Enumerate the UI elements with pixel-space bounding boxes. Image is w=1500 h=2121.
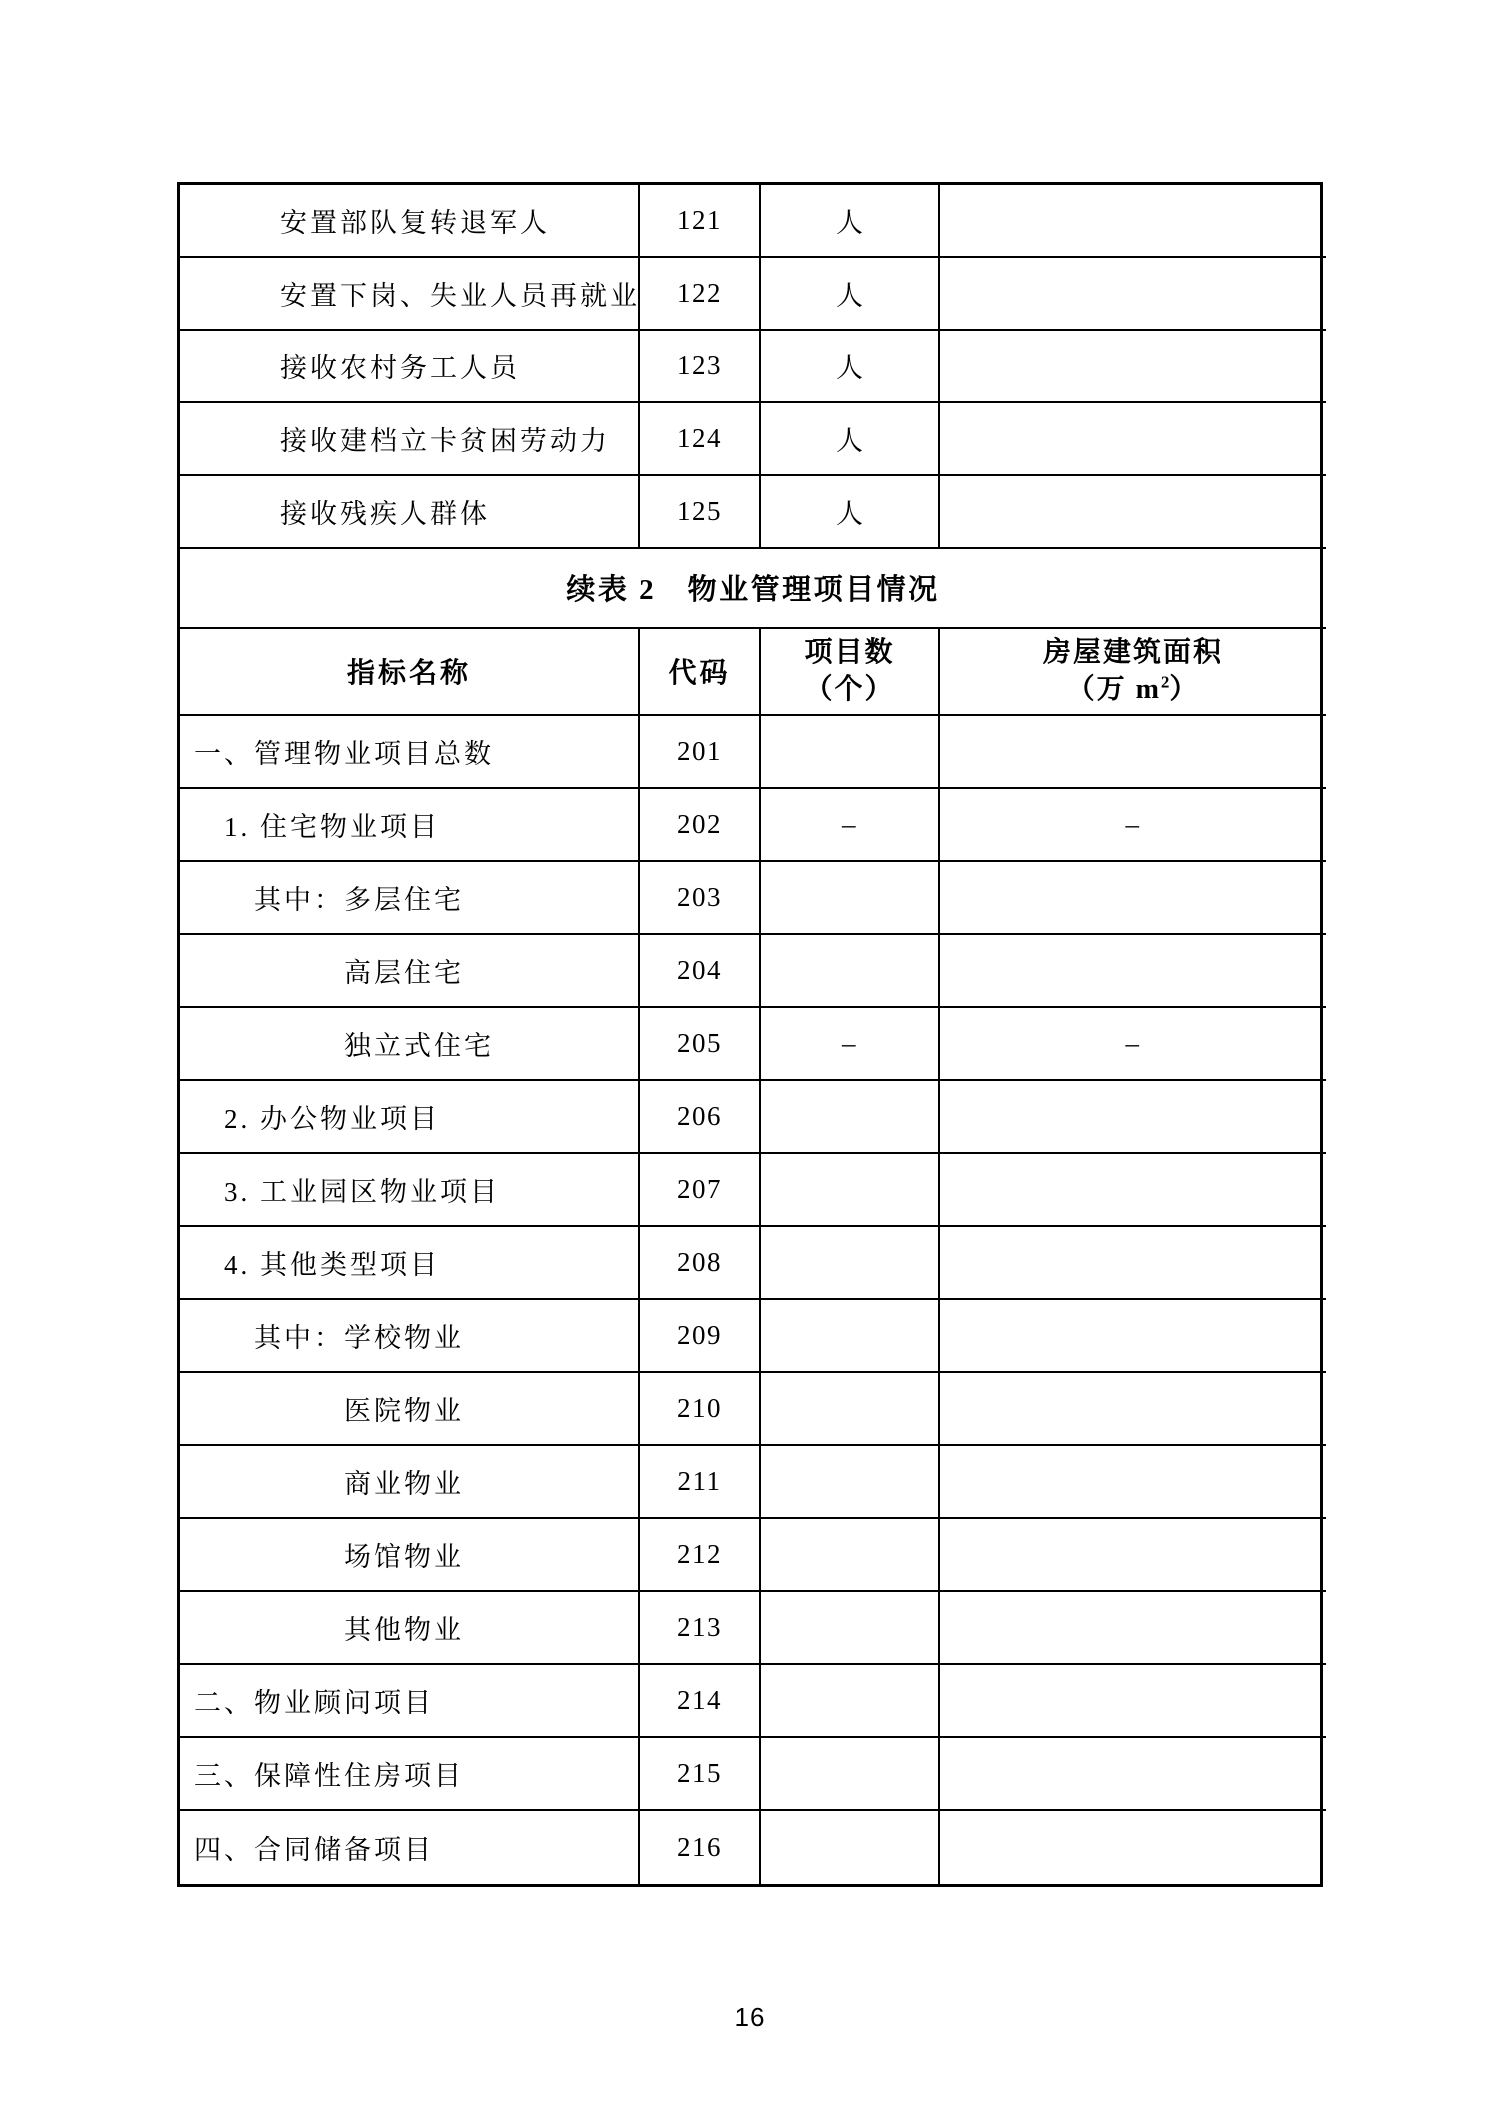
count-cell: [761, 1811, 940, 1884]
count-cell: [761, 1373, 940, 1446]
count-cell: [761, 1081, 940, 1154]
code-cell: 123: [640, 331, 761, 404]
statistics-form-table: [177, 182, 1323, 1887]
indicator-label: 三、保障性住房项目: [180, 1738, 640, 1811]
value-cell: [940, 331, 1326, 404]
area-cell: –: [940, 789, 1326, 862]
indicator-label: 接收残疾人群体: [180, 476, 640, 549]
code-cell: 203: [640, 862, 761, 935]
indicator-label: 安置下岗、失业人员再就业: [180, 258, 640, 331]
code-cell: 206: [640, 1081, 761, 1154]
column-header-code: 代码: [640, 629, 761, 716]
code-cell: 121: [640, 185, 761, 258]
column-header-indicator: 指标名称: [180, 629, 640, 716]
count-cell: [761, 716, 940, 789]
unit-cell: 人: [761, 403, 940, 476]
indicator-label: 场馆物业: [180, 1519, 640, 1592]
indicator-label: 2. 办公物业项目: [180, 1081, 640, 1154]
area-cell: [940, 1081, 1326, 1154]
count-cell: [761, 1300, 940, 1373]
area-unit-superscript: 2: [1160, 673, 1170, 693]
indicator-label: 4. 其他类型项目: [180, 1227, 640, 1300]
code-cell: 202: [640, 789, 761, 862]
indicator-label: 二、物业顾问项目: [180, 1665, 640, 1738]
area-cell: [940, 1519, 1326, 1592]
area-cell: [940, 1154, 1326, 1227]
count-cell: –: [761, 789, 940, 862]
unit-cell: 人: [761, 185, 940, 258]
code-cell: 214: [640, 1665, 761, 1738]
unit-cell: 人: [761, 331, 940, 404]
indicator-label: 四、合同储备项目: [180, 1811, 640, 1884]
unit-cell: 人: [761, 258, 940, 331]
code-cell: 211: [640, 1446, 761, 1519]
area-cell: [940, 862, 1326, 935]
count-cell: [761, 935, 940, 1008]
column-header-area: [940, 629, 1326, 716]
count-cell: [761, 1227, 940, 1300]
unit-cell: 人: [761, 476, 940, 549]
count-cell: [761, 1738, 940, 1811]
indicator-label: 一、管理物业项目总数: [180, 716, 640, 789]
indicator-label: 独立式住宅: [180, 1008, 640, 1081]
code-cell: 124: [640, 403, 761, 476]
code-cell: 216: [640, 1811, 761, 1884]
area-cell: [940, 1373, 1326, 1446]
value-cell: [940, 403, 1326, 476]
code-cell: 209: [640, 1300, 761, 1373]
area-cell: [940, 1446, 1326, 1519]
indicator-label: 医院物业: [180, 1373, 640, 1446]
page-number: 16: [734, 2002, 766, 2032]
code-cell: 215: [640, 1738, 761, 1811]
code-cell: 213: [640, 1592, 761, 1665]
value-cell: [940, 476, 1326, 549]
area-cell: [940, 1665, 1326, 1738]
indicator-label: 商业物业: [180, 1446, 640, 1519]
indicator-label: 其中：多层住宅: [180, 862, 640, 935]
header-area-line2: [1067, 671, 1200, 708]
area-unit-prefix: （万 m: [1066, 674, 1161, 706]
count-cell: [761, 1519, 940, 1592]
code-cell: 208: [640, 1227, 761, 1300]
code-cell: 207: [640, 1154, 761, 1227]
header-count-line2: （个）: [804, 674, 895, 706]
count-cell: [761, 1665, 940, 1738]
code-cell: 125: [640, 476, 761, 549]
indicator-label: 接收建档立卡贫困劳动力: [180, 403, 640, 476]
code-cell: 204: [640, 935, 761, 1008]
area-cell: [940, 1738, 1326, 1811]
count-cell: [761, 1592, 940, 1665]
header-area-line1: 房屋建筑面积: [1042, 637, 1223, 669]
area-cell: [940, 1227, 1326, 1300]
count-cell: [761, 862, 940, 935]
area-cell: –: [940, 1008, 1326, 1081]
indicator-label: 其中：学校物业: [180, 1300, 640, 1373]
code-cell: 205: [640, 1008, 761, 1081]
area-cell: [940, 716, 1326, 789]
indicator-label: 高层住宅: [180, 935, 640, 1008]
value-cell: [940, 258, 1326, 331]
value-cell: [940, 185, 1326, 258]
indicator-label: 其他物业: [180, 1592, 640, 1665]
count-cell: [761, 1154, 940, 1227]
count-cell: [761, 1446, 940, 1519]
area-cell: [940, 1300, 1326, 1373]
area-unit-suffix: ）: [1169, 674, 1200, 706]
section-title: 续表 2 物业管理项目情况: [180, 549, 1326, 629]
code-cell: 201: [640, 716, 761, 789]
area-cell: [940, 935, 1326, 1008]
code-cell: 122: [640, 258, 761, 331]
area-cell: [940, 1592, 1326, 1665]
indicator-label: 接收农村务工人员: [180, 331, 640, 404]
code-cell: 212: [640, 1519, 761, 1592]
code-cell: 210: [640, 1373, 761, 1446]
indicator-label: 安置部队复转退军人: [180, 185, 640, 258]
area-cell: [940, 1811, 1326, 1884]
indicator-label: 3. 工业园区物业项目: [180, 1154, 640, 1227]
indicator-label: 1. 住宅物业项目: [180, 789, 640, 862]
header-count-line1: 项目数: [804, 637, 895, 669]
count-cell: –: [761, 1008, 940, 1081]
column-header-count: [761, 629, 940, 716]
